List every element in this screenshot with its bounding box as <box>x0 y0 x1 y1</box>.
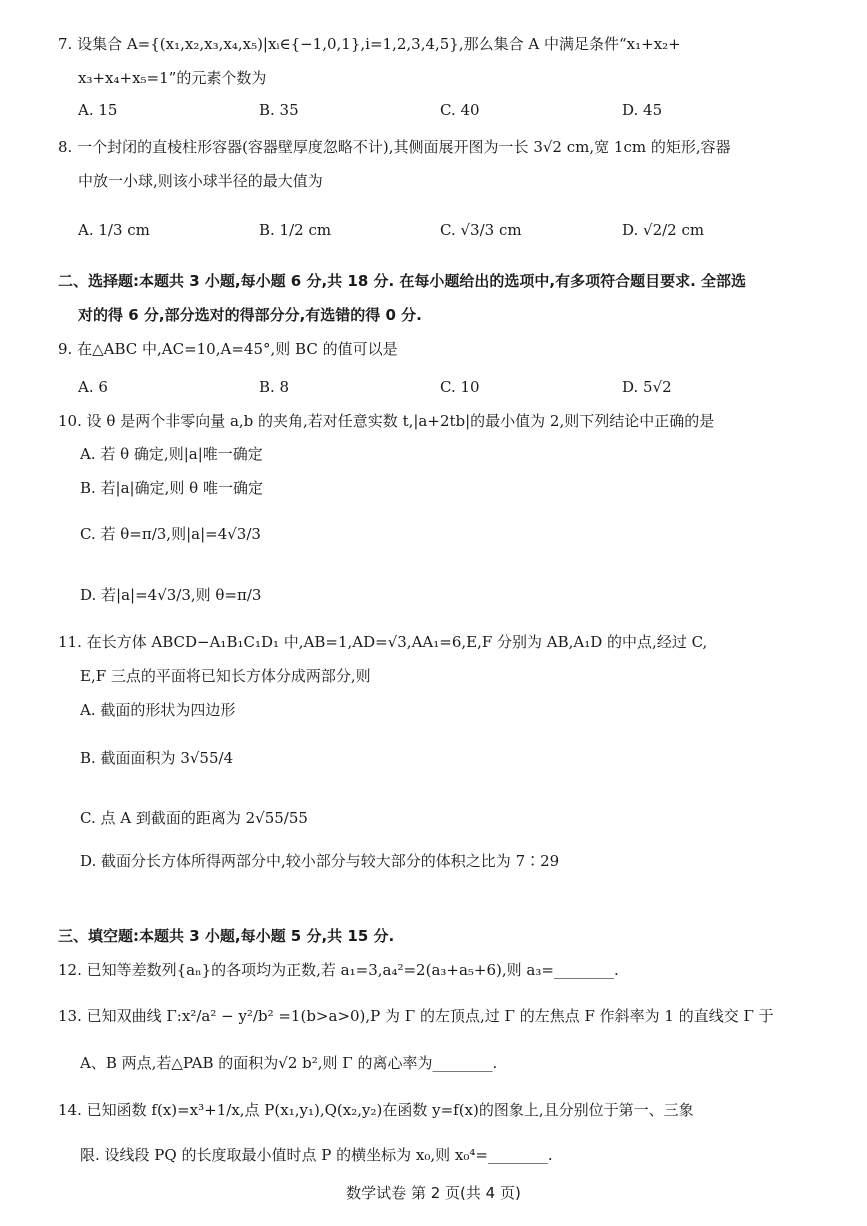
q11-line2: E,F 三点的平面将已知长方体分成两部分,则 <box>80 667 371 685</box>
q9-option-d: D. 5√2 <box>622 378 672 396</box>
section2-heading-line1: 二、选择题:本题共 3 小题,每小题 6 分,共 18 分. 在每小题给出的选项中,有多项符合题目要求. 全部选 <box>58 272 747 290</box>
section3-heading: 三、填空题:本题共 3 小题,每小题 5 分,共 15 分. <box>58 927 395 945</box>
page-footer: 数学试卷 第 2 页(共 4 页) <box>346 1184 521 1202</box>
q14-line2: 限. 设线段 PQ 的长度取最小值时点 P 的横坐标为 x₀,则 x₀⁴=________. <box>80 1146 553 1164</box>
q11-option-d: D. 截面分长方体所得两部分中,较小部分与较大部分的体积之比为 7∶29 <box>80 852 560 870</box>
q7-line1: 7. 设集合 A={(x₁,x₂,x₃,x₄,x₅)|xᵢ∈{−1,0,1},i=1,2,3,4,5},那么集合 A 中满足条件“x₁+x₂+ <box>58 35 681 53</box>
q13-line2: A、B 两点,若△PAB 的面积为√2 b²,则 Γ 的离心率为________. <box>80 1054 498 1072</box>
q10-option-a: A. 若 θ 确定,则|a|唯一确定 <box>80 445 263 463</box>
q8-option-c: C. √3/3 cm <box>440 221 522 239</box>
q8-option-b: B. 1/2 cm <box>259 221 332 239</box>
q7-line2: x₃+x₄+x₅=1”的元素个数为 <box>78 69 267 87</box>
q11-option-a: A. 截面的形状为四边形 <box>80 701 236 719</box>
q8-option-a: A. 1/3 cm <box>78 221 150 239</box>
q11-option-c: C. 点 A 到截面的距离为 2√55/55 <box>80 809 308 827</box>
q7-option-a: A. 15 <box>78 101 118 119</box>
q9-option-a: A. 6 <box>78 378 108 396</box>
q8-option-d: D. √2/2 cm <box>622 221 705 239</box>
q9-option-b: B. 8 <box>259 378 290 396</box>
q12-line1: 12. 已知等差数列{aₙ}的各项均为正数,若 a₁=3,a₄²=2(a₃+a₅+6),则 a₃=________. <box>58 961 619 979</box>
q7-option-c: C. 40 <box>440 101 480 119</box>
q7-option-b: B. 35 <box>259 101 299 119</box>
q10-option-c: C. 若 θ=π/3,则|a|=4√3/3 <box>80 525 261 543</box>
q9-option-c: C. 10 <box>440 378 480 396</box>
q10-line1: 10. 设 θ 是两个非零向量 a,b 的夹角,若对任意实数 t,|a+2tb|的最小值为 2,则下列结论中正确的是 <box>58 412 715 430</box>
q8-line1: 8. 一个封闭的直棱柱形容器(容器壁厚度忽略不计),其侧面展开图为一长 3√2 cm,宽 1cm 的矩形,容器 <box>58 138 731 156</box>
q11-option-b: B. 截面面积为 3√55/4 <box>80 749 234 767</box>
q10-option-b: B. 若|a|确定,则 θ 唯一确定 <box>80 479 263 497</box>
q11-line1: 11. 在长方体 ABCD−A₁B₁C₁D₁ 中,AB=1,AD=√3,AA₁=6,E,F 分别为 AB,A₁D 的中点,经过 C, <box>58 633 708 651</box>
q9-line1: 9. 在△ABC 中,AC=10,A=45°,则 BC 的值可以是 <box>58 340 398 358</box>
q8-line2: 中放一小球,则该小球半径的最大值为 <box>78 172 323 190</box>
section2-heading-line2: 对的得 6 分,部分选对的得部分分,有选错的得 0 分. <box>78 306 422 324</box>
q10-option-d: D. 若|a|=4√3/3,则 θ=π/3 <box>80 586 262 604</box>
q14-line1: 14. 已知函数 f(x)=x³+1/x,点 P(x₁,y₁),Q(x₂,y₂)在函数 y=f(x)的图象上,且分别位于第一、三象 <box>58 1101 694 1119</box>
q7-option-d: D. 45 <box>622 101 663 119</box>
q13-line1: 13. 已知双曲线 Γ:x²/a² − y²/b² =1(b>a>0),P 为 Γ 的左顶点,过 Γ 的左焦点 F 作斜率为 1 的直线交 Γ 于 <box>58 1007 774 1025</box>
